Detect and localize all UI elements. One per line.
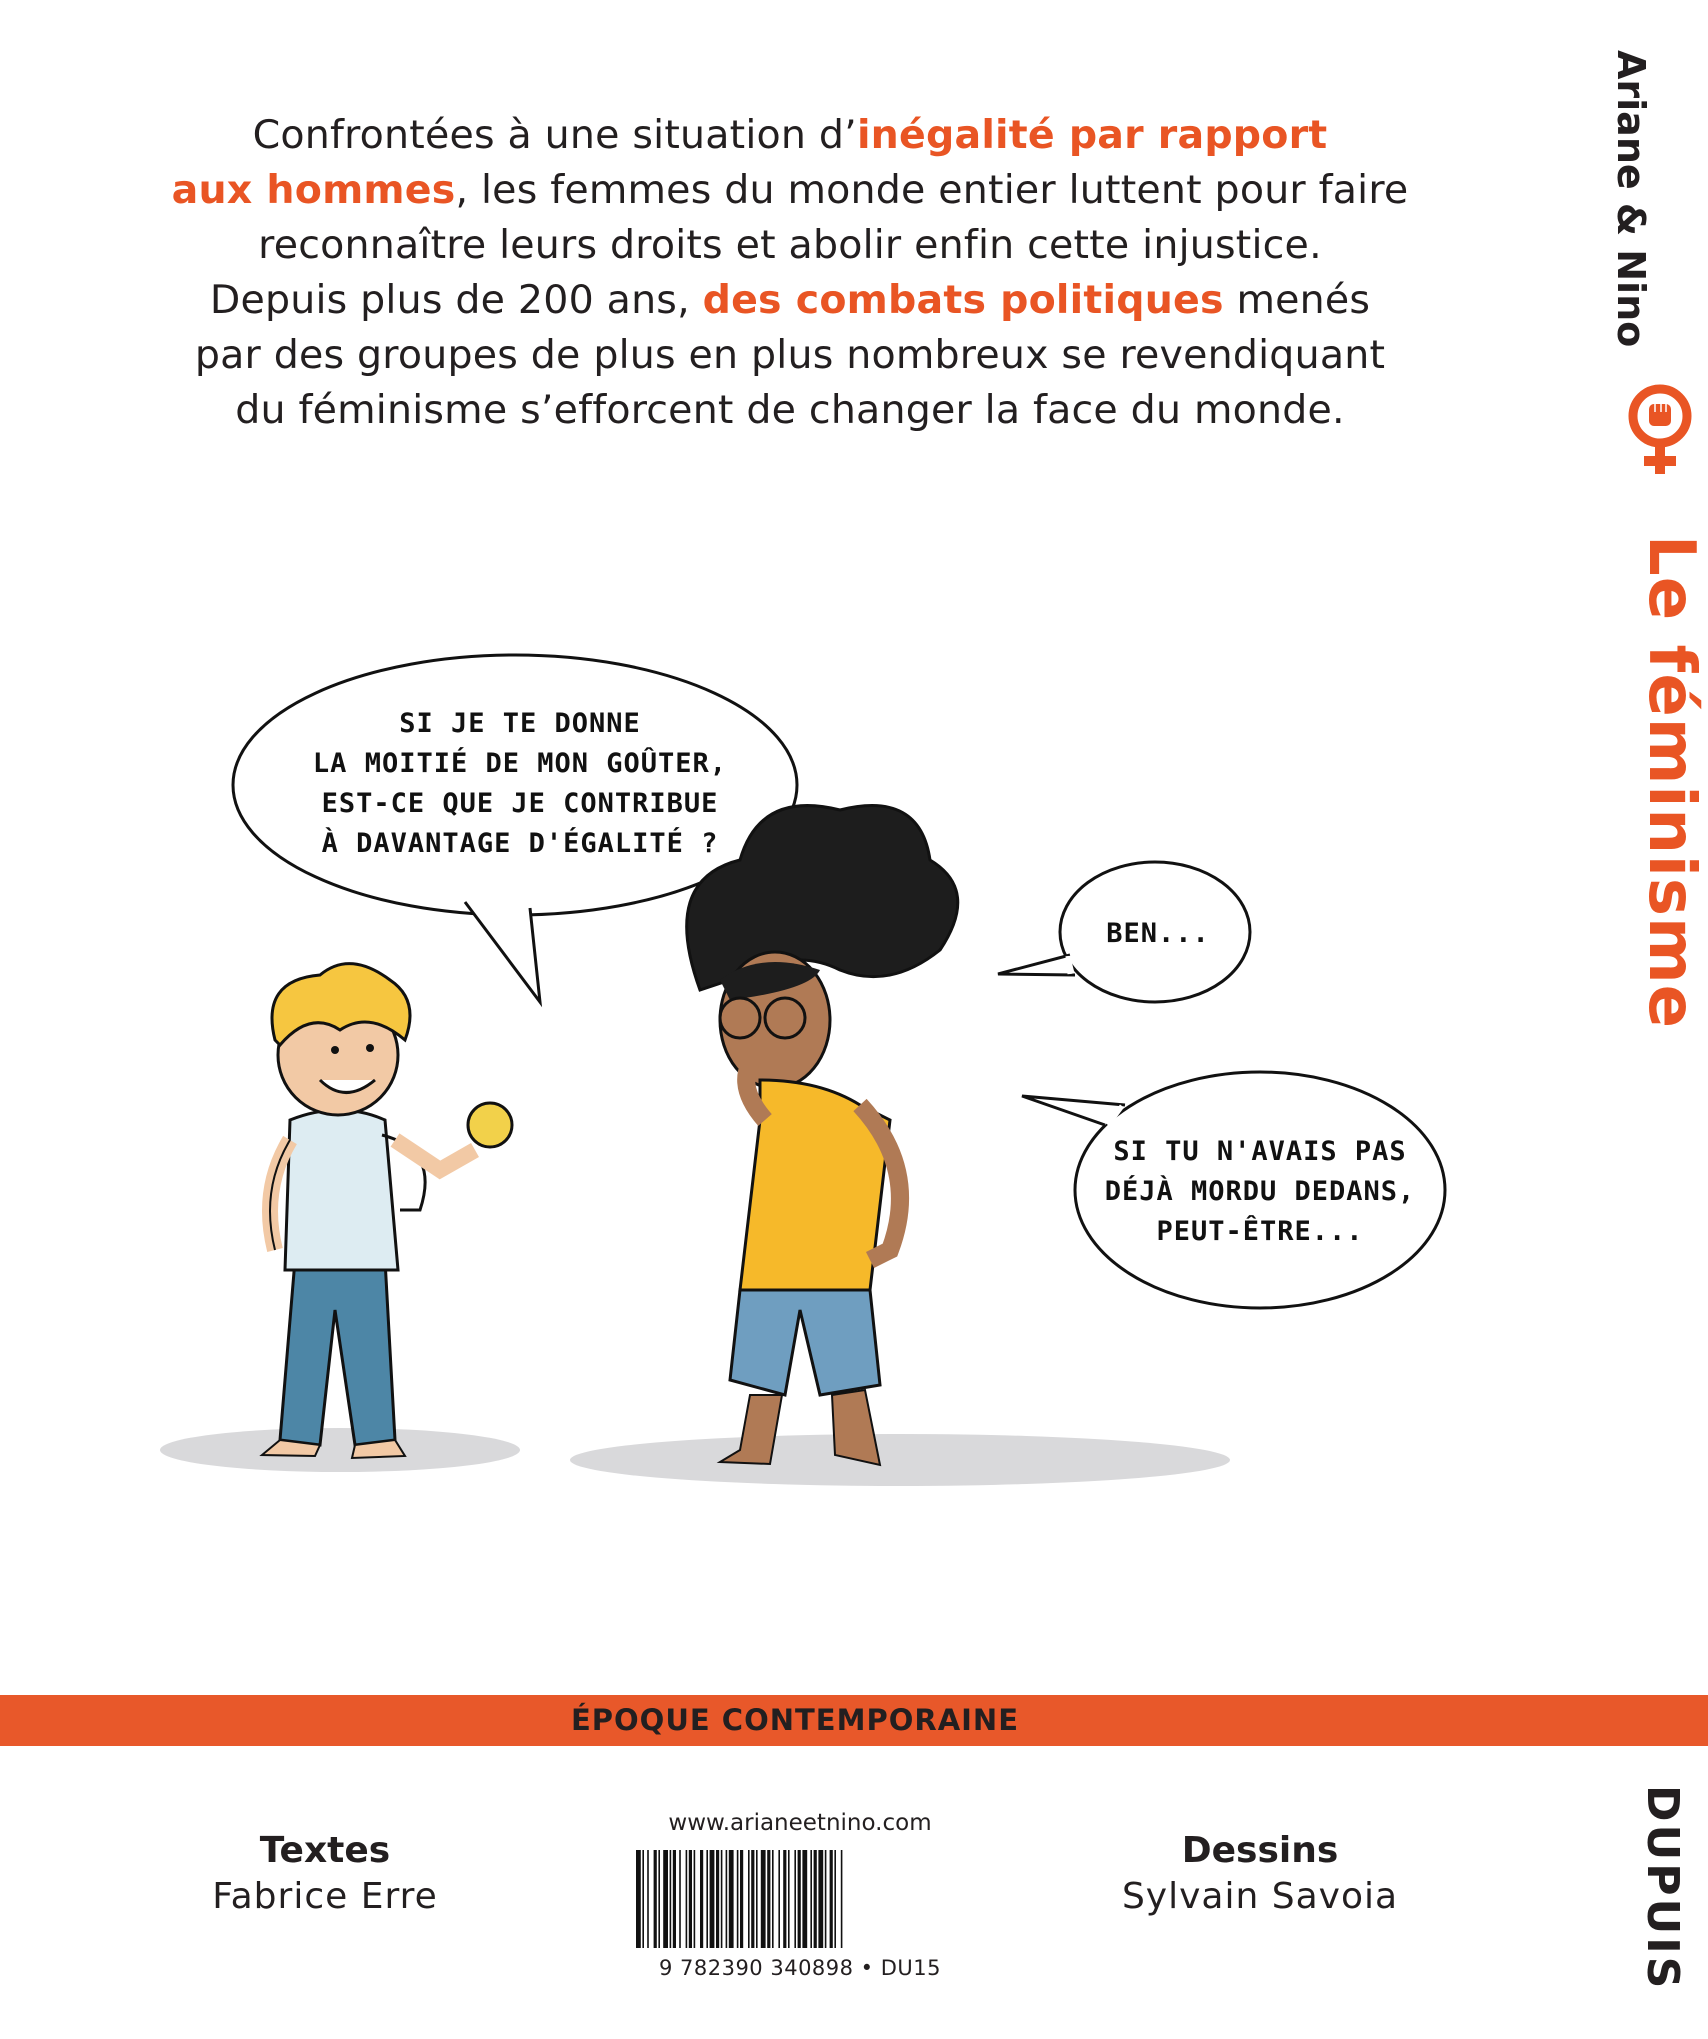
ground-shadow <box>160 1428 520 1472</box>
back-cover-blurb <box>120 108 1460 438</box>
spine-series-title: Ariane & Nino <box>1609 50 1653 348</box>
era-label: ÉPOQUE CONTEMPORAINE <box>570 1703 1020 1737</box>
blurb-line-1: Confrontées à une situation d’inégalité par rapport <box>252 112 1328 158</box>
bubble-girl-2-line-3: PEUT-ÊTRE... <box>1156 1216 1364 1247</box>
spine-book-title: Le féminisme <box>1634 535 1708 1030</box>
barcode-number: 9 782390 340898 • DU15 <box>658 1956 942 1980</box>
barcode <box>636 1850 956 1948</box>
comic-illustration <box>120 650 1520 1530</box>
blurb-line-3: reconnaître leurs droits et abolir enfin cette injustice. <box>258 222 1322 268</box>
spine-publisher: DUPUIS <box>1637 1785 1688 1992</box>
blurb-line-5: par des groupes de plus en plus nombreux se revendiquant <box>194 332 1386 378</box>
credit-artist-role: Dessins <box>1181 1830 1339 1871</box>
credit-writer-name: Fabrice Erre <box>212 1876 438 1917</box>
credit-writer-role: Textes <box>259 1830 391 1871</box>
bubble-girl-2-line-1: SI TU N'AVAIS PAS <box>1113 1136 1407 1167</box>
bubble-boy-line-1: SI JE TE DONNE <box>399 708 641 739</box>
bubble-girl-2-line-2: DÉJÀ MORDU DEDANS, <box>1104 1176 1416 1207</box>
feminist-fist-icon <box>1620 382 1700 478</box>
credit-artist <box>1090 1828 1430 1920</box>
blurb-highlight-politics: des combats politiques <box>702 277 1224 323</box>
bubble-boy-line-3: EST-CE QUE JE CONTRIBUE <box>321 788 719 819</box>
credit-writer <box>160 1828 490 1920</box>
bubble-girl-1-line-1: BEN... <box>1106 918 1210 949</box>
credit-artist-name: Sylvain Savoia <box>1121 1876 1399 1917</box>
blurb-highlight-inequality: inégalité par rapport <box>856 112 1328 158</box>
bubble-boy-line-2: LA MOITIÉ DE MON GOÛTER, <box>312 748 728 779</box>
speech-bubble-girl-1 <box>998 862 1250 1002</box>
website-url: www.arianeetnino.com <box>668 1810 932 1836</box>
blurb-line-6: du féminisme s’efforcent de changer la face du monde. <box>235 387 1345 433</box>
character-boy <box>262 964 512 1458</box>
era-band <box>0 1695 1708 1746</box>
character-girl <box>687 806 958 1465</box>
blurb-line-4: Depuis plus de 200 ans, des combats politiques menés <box>209 277 1371 323</box>
blurb-line-2: aux hommes, les femmes du monde entier luttent pour faire <box>171 167 1409 213</box>
speech-bubble-girl-2 <box>1022 1072 1445 1308</box>
blurb-highlight-men: aux hommes <box>171 167 456 213</box>
bubble-boy-line-4: À DAVANTAGE D'ÉGALITÉ ? <box>321 828 719 859</box>
ground-shadow <box>570 1434 1230 1486</box>
